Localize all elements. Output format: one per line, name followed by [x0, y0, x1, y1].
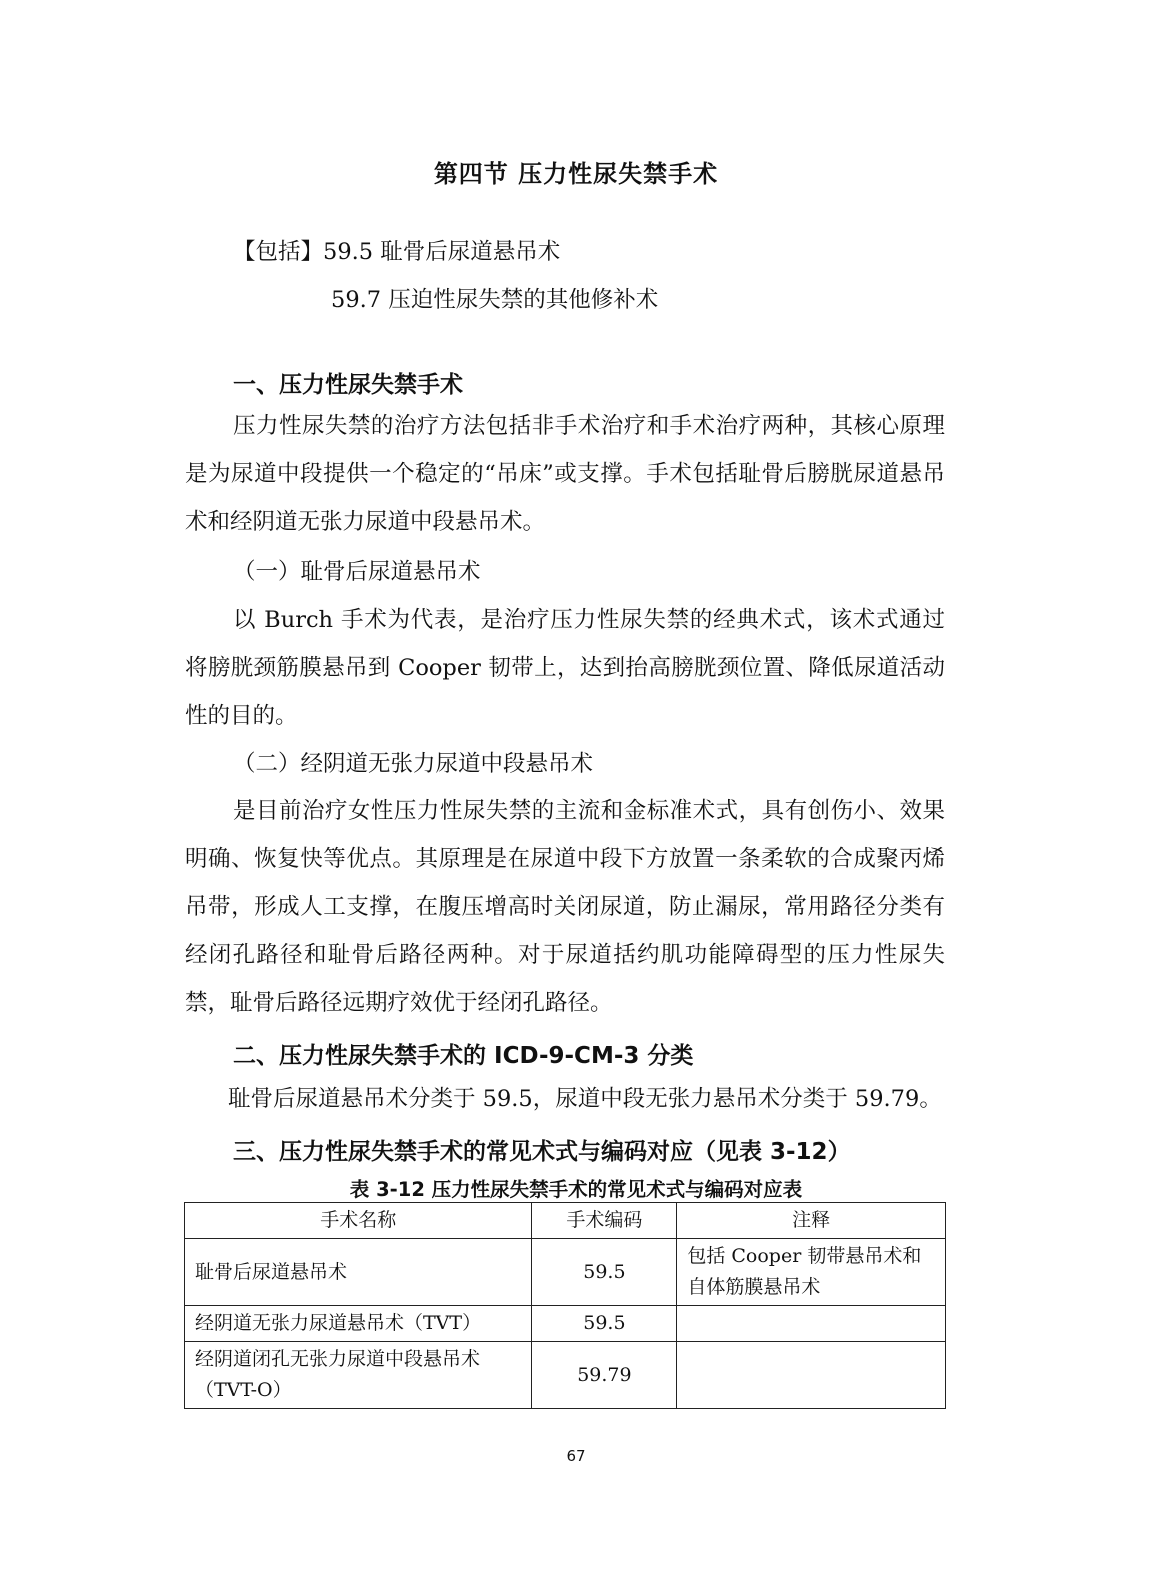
table-cell-name: 经阴道无张力尿道悬吊术（TVT） [185, 1306, 532, 1342]
subsection1-heading: （一）耻骨后尿道悬吊术 [233, 559, 481, 585]
table-cell-note [677, 1306, 946, 1342]
subsection1-paragraph: 以 Burch 手术为代表，是治疗压力性尿失禁的经典术式，该术式通过将膀胱颈筋膜悬吊到 Cooper 韧带上，达到抬高膀胱颈位置、降低尿道活动性的目的。 [185, 607, 945, 729]
includes-line-1 [233, 228, 560, 276]
code-table [184, 1202, 946, 1409]
subsection2-heading: （二）经阴道无张力尿道中段悬吊术 [233, 751, 594, 777]
table-header-code: 手术编码 [532, 1203, 677, 1239]
section1-heading: 一、压力性尿失禁手术 [233, 372, 463, 398]
table-cell-name: 经阴道闭孔无张力尿道中段悬吊术（TVT-O） [185, 1342, 532, 1409]
section3-heading: 三、压力性尿失禁手术的常见术式与编码对应（见表 3-12） [233, 1139, 851, 1165]
table-row [185, 1342, 946, 1409]
table-cell-note: 包括 Cooper 韧带悬吊术和自体筋膜悬吊术 [677, 1239, 946, 1306]
table-cell-name: 耻骨后尿道悬吊术 [185, 1239, 532, 1306]
table-header-name: 手术名称 [185, 1203, 532, 1239]
includes-item: 59.7 压迫性尿失禁的其他修补术 [331, 287, 659, 313]
table-cell-code: 59.5 [532, 1306, 677, 1342]
table-cell-note [677, 1342, 946, 1409]
section-title: 第四节 压力性尿失禁手术 [433, 160, 719, 188]
page-number: 67 [566, 1447, 586, 1465]
table-caption: 表 3-12 压力性尿失禁手术的常见术式与编码对应表 [349, 1178, 803, 1201]
section1-intro-paragraph: 压力性尿失禁的治疗方法包括非手术治疗和手术治疗两种，其核心原理是为尿道中段提供一个稳定的“吊床”或支撑。手术包括耻骨后膀胱尿道悬吊术和经阴道无张力尿道中段悬吊术。 [185, 413, 945, 535]
table-cell-code: 59.5 [532, 1239, 677, 1306]
includes-item: 59.5 耻骨后尿道悬吊术 [323, 239, 561, 265]
table-header-row [185, 1203, 946, 1239]
table-row [185, 1239, 946, 1306]
table-header-note: 注释 [677, 1203, 946, 1239]
section2-heading: 二、压力性尿失禁手术的 ICD-9-CM-3 分类 [233, 1043, 694, 1069]
includes-label: 【包括】 [233, 239, 324, 265]
table-row [185, 1306, 946, 1342]
table-cell-code: 59.79 [532, 1342, 677, 1409]
includes-line-2 [331, 276, 658, 324]
subsection2-paragraph: 是目前治疗女性压力性尿失禁的主流和金标准术式，具有创伤小、效果明确、恢复快等优点。其原理是在尿道中段下方放置一条柔软的合成聚丙烯吊带，形成人工支撑，在腹压增高时关闭尿道，防止漏尿，常用路径分类有经闭孔路径和耻骨后路径两种。对于尿道括约肌功能障碍型的压力性尿失禁，耻骨后路径远期疗效优于经闭孔路径。 [185, 798, 945, 1016]
section2-paragraph: 耻骨后尿道悬吊术分类于 59.5，尿道中段无张力悬吊术分类于 59.79。 [228, 1086, 942, 1112]
